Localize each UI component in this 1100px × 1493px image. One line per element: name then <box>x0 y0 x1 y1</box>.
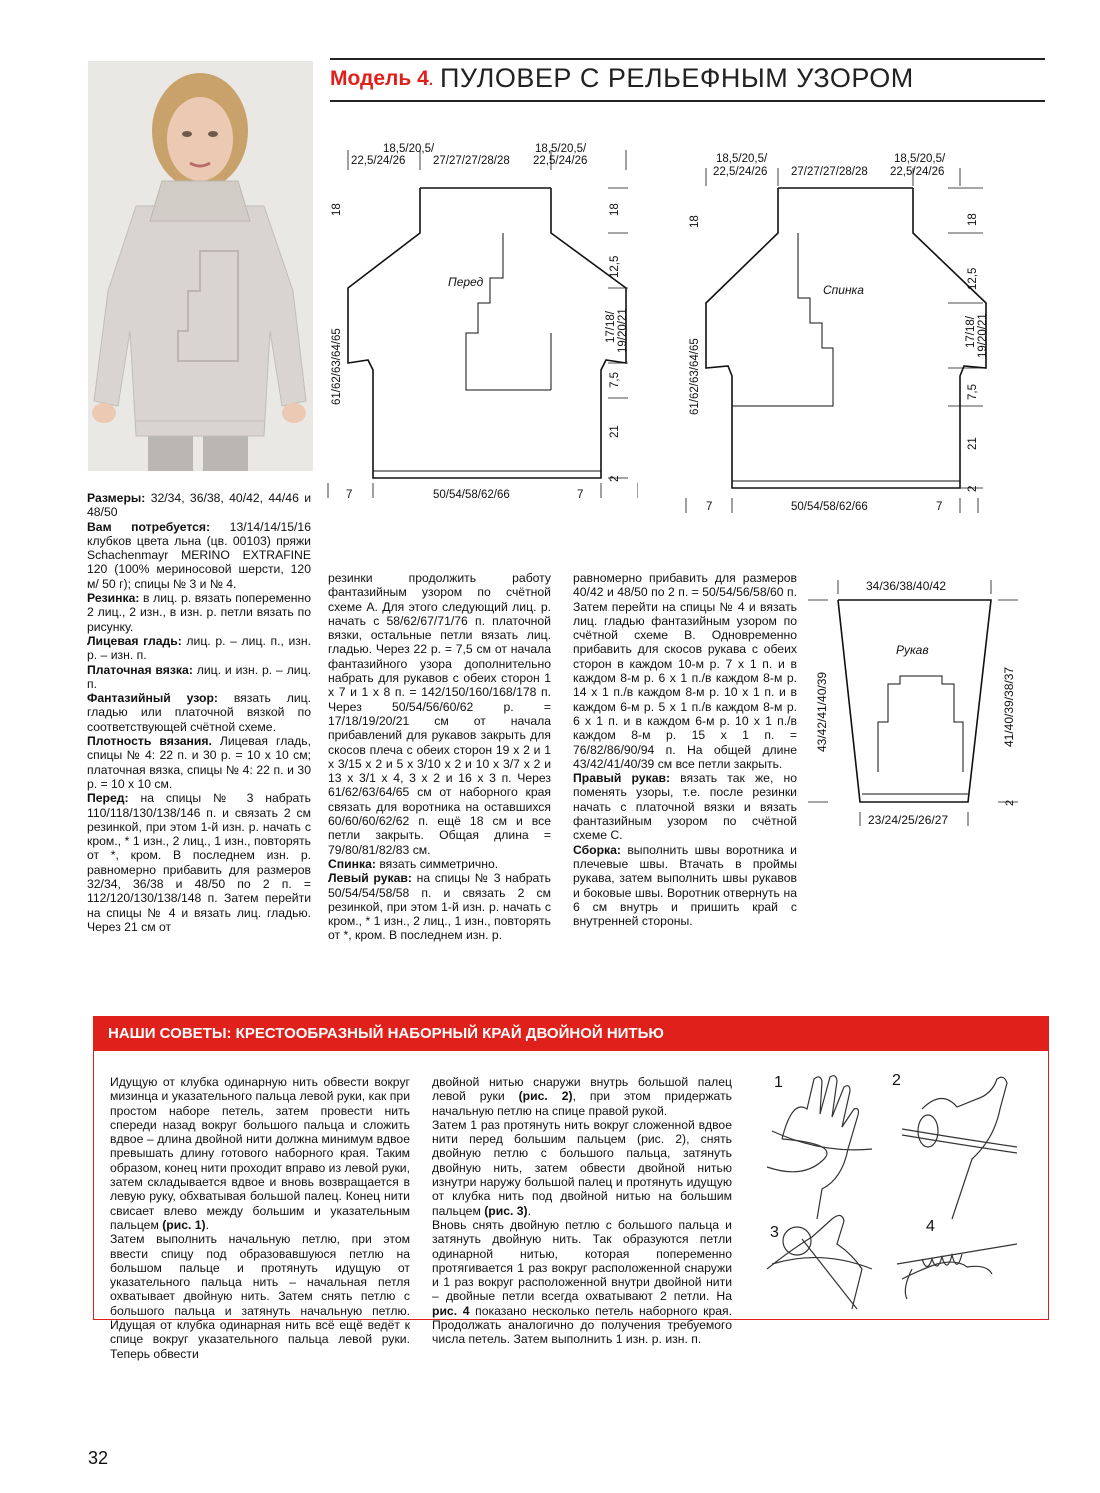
paragraph-heading: Фантазийный узор: <box>87 691 218 706</box>
back-top-right-w2: 22,5/24/26 <box>890 166 945 178</box>
front-schema <box>318 138 638 508</box>
paragraph <box>328 571 551 857</box>
back-side-shoulder: 12,5 <box>967 267 979 290</box>
back-label: Спинка <box>823 283 864 297</box>
front-side-arm1: 17/18/ <box>605 311 617 343</box>
front-side-neck: 18 <box>609 203 621 216</box>
sleeve-top: 34/36/38/40/42 <box>866 579 947 593</box>
front-top-right-w1: 18,5/20,5/ <box>535 143 587 155</box>
back-bottom-right: 7 <box>936 501 943 513</box>
paragraph <box>87 591 311 634</box>
paragraph-text: . <box>527 1203 532 1218</box>
front-bottom-mid: 50/54/58/62/66 <box>433 489 510 501</box>
front-bottom-left: 7 <box>346 489 353 501</box>
paragraph-heading: Спинка: <box>328 856 376 871</box>
paragraph <box>432 1118 732 1218</box>
paragraph <box>87 734 311 791</box>
paragraph-text: на спицы № 3 набрать 50/54/54/58/58 п. и связать 2 см резинкой, при этом 1-й изн. р. начать с кром., * 1 изн., 2 лиц., 1 изн., повторять от *, кром. В последнем изн. р. <box>328 871 551 943</box>
paragraph-text: лиц. и изн. р. – лиц. п. <box>87 662 311 691</box>
paragraph <box>432 1218 732 1347</box>
paragraph-text: лиц. р. – лиц. п., изн. р. – изн. п. <box>87 633 311 663</box>
tips-column-1 <box>110 1075 410 1361</box>
page-title: Модель 4 . ПУЛОВЕР С РЕЛЬЕФНЫМ УЗОРОМ <box>330 58 1045 102</box>
back-side-neck: 18 <box>967 213 979 226</box>
front-side-arm2: 19/20/21 <box>617 308 629 353</box>
paragraph-text: вязать симметрично. <box>375 856 499 871</box>
front-side-total: 61/62/63/64/65 <box>331 328 343 405</box>
paragraph-heading: Плотность вязания. <box>87 734 212 749</box>
tips-header-text: НАШИ СОВЕТЫ: КРЕСТООБРАЗНЫЙ НАБОРНЫЙ КРАЙ ДВОЙНОЙ НИТЬЮ <box>108 1025 664 1042</box>
paragraph-text: вязать так же, но поменять узоры, т.е. после резинки начать с платочной вязки и вязать фантазийным узором по счётной схеме С. <box>573 771 797 843</box>
fig-label-2: 2 <box>892 1072 901 1089</box>
paragraph <box>573 843 797 929</box>
sleeve-left: 43/42/41/40/39 <box>815 671 829 752</box>
paragraph-heading: Вам потребуется: <box>87 519 211 534</box>
paragraph-text: Вновь снять двойную петлю с большого пальца и затянуть двойную нить. Так образуются петли одинарной нитью, которая попеременно протягивается 1 раз вокруг расположенной снаружи и 1 раз вокруг расположенной внутри двойной нити – двойные петли всегда охватывают 2 петли. На <box>432 1217 732 1304</box>
fig-label-1: 1 <box>774 1074 783 1091</box>
tips-column-2 <box>432 1075 732 1347</box>
paragraph <box>573 571 797 771</box>
back-top-right-w1: 18,5/20,5/ <box>894 153 946 165</box>
front-side-shoulder: 12,5 <box>609 255 621 278</box>
paragraph <box>110 1232 410 1361</box>
front-top-left-w1: 18,5/20,5/ <box>383 143 435 155</box>
paragraph-text: Идущую от клубка одинарную нить обвести вокруг мизинца и указательного пальца левой руки, как при простом наборе петель, затем провести нить спереди назад вокруг большого пальца и сложить вдвое – длина двойной нити должна минимум вдвое превышать длину готового наборного края. Таким образом, конец нити проходит вправо из левой руки, затем складывается вдвое и вновь возвращается в левую руку, обхватывая большой палец. Конец нити свисает влево между большим и указательным пальцем <box>110 1075 410 1232</box>
paragraph-text: выполнить швы воротника и плечевые швы. Втачать в проймы рукава, затем выполнить швы рукавов и боковые швы. Воротник отвернуть на 6 см внутрь и пришить край с внутренней стороны. <box>573 842 797 929</box>
paragraph-text: Лицевая гладь, спицы № 4: 22 п. и 30 р. = 10 x 10 см; платочная вязка, спицы № 4: 22 п. и 30 р. = 10 x 10 см. <box>87 734 311 791</box>
paragraph <box>87 634 311 663</box>
front-side-rib: 2 <box>609 475 621 482</box>
front-top-left-w2: 22,5/24/26 <box>351 155 406 167</box>
back-side-arm1: 17/18/ <box>965 316 977 348</box>
back-top-left-w1: 18,5/20,5/ <box>716 153 768 165</box>
paragraph-text: вязать лиц. гладью или платочной вязкой по соответствующей счётной схеме. <box>87 691 311 734</box>
paragraph-heading: Лицевая гладь: <box>87 633 182 648</box>
text-column-1 <box>87 491 311 934</box>
paragraph-text: 32/34, 36/38, 40/42, 44/46 и 48/50 <box>87 491 311 520</box>
back-bottom-mid: 50/54/58/62/66 <box>791 501 868 513</box>
paragraph-heading: Платочная вязка: <box>87 662 193 677</box>
figure-reference: (рис. 3) <box>484 1203 528 1218</box>
paragraph <box>87 663 311 692</box>
paragraph-text: Затем выполнить начальную петлю, при этом ввести спицу под образовавшуюся петлю на большом пальце и протянуть идущую от указательного пальца нить – начальная петля охватывает двойную нить. Затем снять петлю с большого пальца и затянуть начальную петлю. Идущая от клубка одинарная нить всё ещё ведёт к спице вокруг указательного пальца левой руки. Теперь обвести <box>110 1232 410 1361</box>
hand-illustrations <box>762 1069 1032 1317</box>
back-bottom-left: 7 <box>706 501 713 513</box>
sleeve-rib: 2 <box>1004 799 1016 806</box>
paragraph <box>110 1075 410 1232</box>
text-column-2 <box>328 571 551 943</box>
paragraph <box>328 871 551 942</box>
paragraph-text: на спицы № 3 набрать 110/118/130/138/146 п. и связать 2 см резинкой, при этом 1-й изн. р. начать с кром., * 1 изн., 2 лиц., 1 изн., повторять от *, кром. В последнем изн. р. равномерно прибавить для размеров 32/34, 36/38 и 48/50 по 2 п. = 112/120/130/138/148 п. Затем перейти на спицы № 4 и вязать лиц. гладью. Через 21 см от <box>87 791 311 934</box>
paragraph-heading: Размеры: <box>87 491 146 505</box>
paragraph <box>573 771 797 842</box>
paragraph <box>328 857 551 871</box>
fig-label-4: 4 <box>926 1218 935 1235</box>
back-side-total: 61/62/63/64/65 <box>689 338 701 415</box>
sleeve-schema <box>808 572 1028 828</box>
tips-box <box>93 1016 1049 1361</box>
page-number: 32 <box>88 1448 109 1468</box>
front-bottom-right: 7 <box>577 489 584 501</box>
paragraph <box>432 1075 732 1118</box>
paragraph-text: 13/14/14/15/16 клубков цвета льна (цв. 00103) пряжи Schachenmayr MERINO EXTRAFINE 120 (100% мериносовой шерсти, 120 м/ 50 г); спицы № 3 и № 4. <box>87 519 311 591</box>
back-top-mid: 27/27/27/28/28 <box>791 166 868 178</box>
paragraph-text: двойной нитью снаружи внутрь большой палец левой руки <box>432 1075 732 1104</box>
paragraph-text: в лиц. р. вязать попеременно 2 лиц., 2 изн., в изн. р. петли вязать по рисунку. <box>87 591 311 634</box>
paragraph-heading: Правый рукав: <box>573 771 671 786</box>
back-schema <box>678 148 998 518</box>
sleeve-label: Рукав <box>896 643 929 657</box>
front-top-right-w2: 22,5/24/26 <box>533 155 588 167</box>
paragraph <box>87 520 311 591</box>
front-side-body: 21 <box>609 425 621 438</box>
back-side-arm2: 19/20/21 <box>977 313 989 358</box>
model-number: Модель 4 <box>330 67 429 90</box>
front-left-neck: 18 <box>331 203 343 216</box>
paragraph-text: Затем 1 раз протянуть нить вокруг сложенной вдвое нити перед большим пальцем (рис. 2), снять двойную петлю с большого пальца, затянуть двойную нить, затем обвести двойной нитью изнутри наружу большой палец и протянуть идущую от клубка нить под двойной нитью на большим пальцем <box>432 1117 732 1218</box>
back-left-neck: 18 <box>689 215 701 228</box>
figure-reference: рис. 4 <box>432 1303 470 1318</box>
back-top-left-w2: 22,5/24/26 <box>713 166 768 178</box>
figure-reference: (рис. 2) <box>518 1089 573 1104</box>
paragraph <box>87 691 311 734</box>
sleeve-right: 41/40/39/38/37 <box>1002 666 1016 747</box>
text-column-3 <box>573 571 797 928</box>
paragraph-text: равномерно прибавить для размеров 40/42 и 48/50 по 2 п. = 50/54/56/58/60 п. Затем перейти на спицы № 4 и вязать лиц. гладью фантазийным узором по счётной схеме В. Одновременно прибавить для скосов рукава с обеих сторон в каждом 10-м р. 7 x 1 п. и в каждом 8-м р. 6 x 1 п./в каждом 8-м р. 14 x 1 п./в каждом 8-м р. 10 x 1 п. и в каждом 6-м р. 5 x 1 п./в каждом 8-м р. 6 x 1 п. и в каждом 6-м р. 10 x 1 п./в каждом 8-м р. 15 x 1 п. = 76/82/86/90/94 п. На общей длине 43/42/41/40/39 см все петли закрыть. <box>573 571 797 771</box>
back-side-rib: 2 <box>967 485 979 492</box>
front-label: Перед <box>448 275 484 289</box>
back-side-yoke: 7,5 <box>967 384 979 400</box>
paragraph-heading: Резинка: <box>87 591 140 606</box>
fig-label-3: 3 <box>770 1224 779 1241</box>
sweater-photo <box>88 61 313 471</box>
paragraph-text: показано несколько петель наборного края. Продолжать аналогично до получения требуемого числа петель. Затем выполнить 1 изн. р. изн. п. <box>432 1303 732 1347</box>
back-side-body: 21 <box>967 437 979 450</box>
paragraph-text: , при этом придержать начальную петлю на спице правой рукой. <box>432 1089 732 1118</box>
front-top-mid: 27/27/27/28/28 <box>433 155 510 167</box>
figure-reference: (рис. 1) <box>162 1217 206 1232</box>
paragraph <box>87 791 311 934</box>
paragraph-heading: Перед: <box>87 791 129 806</box>
tips-header <box>94 1017 1048 1051</box>
paragraph-heading: Сборка: <box>573 842 621 857</box>
sleeve-bottom: 23/24/25/26/27 <box>868 813 949 827</box>
paragraph-text: резинки продолжить работу фантазийным узором по счётной схеме А. Для этого следующий лиц. р. начать с 58/62/67/71/76 п. платочной вязки, остальные петли вязать лиц. гладью. Через 22 р. = 7,5 см от начала фантазийного узора дополнительно набрать для рукавов с обеих сторон 1 x 7 и 1 x 8 п. = 142/150/160/168/178 п. Через 50/54/56/60/62 р. = 17/18/19/20/21 см от начала прибавлений для рукавов закрыть для скосов плеча с обеих сторон 19 x 2 и 1 x 3/15 x 2 и 5 x 3/10 x 2 и 10 x 3/7 x 2 и 13 x 3/1 x 4, 3 x 2 и 16 x 3 п. Через 61/62/63/64/65 см от наборного края связать для воротника на оставшихся 60/60/60/62/62 п. ещё 18 см и все петли закрыть. Общая длина = 79/80/81/82/83 см. <box>328 571 551 857</box>
model-name: ПУЛОВЕР С РЕЛЬЕФНЫМ УЗОРОМ <box>440 63 914 93</box>
front-side-yoke: 7,5 <box>609 372 621 388</box>
paragraph-heading: Левый рукав: <box>328 871 412 886</box>
paragraph-text: . <box>205 1217 210 1232</box>
paragraph <box>87 491 311 520</box>
